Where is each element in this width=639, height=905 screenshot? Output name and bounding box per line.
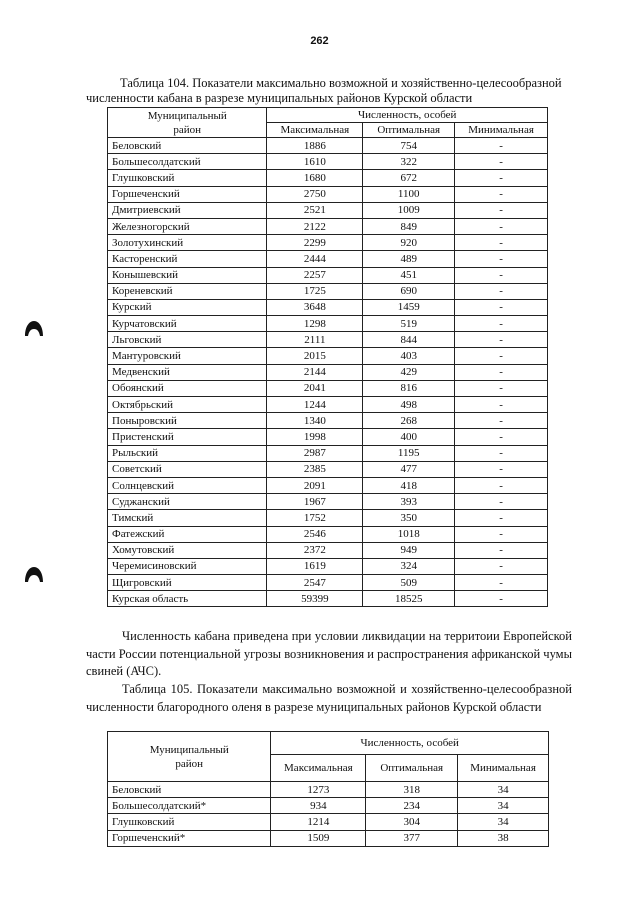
table-row bbox=[108, 154, 548, 170]
table-105-caption: Таблица 105. Показатели максимально возможной и хозяйственно-целесообразной численности благородного оленя в разрезе муниципальных районов Курской области bbox=[86, 682, 572, 714]
cell-max: 1998 bbox=[267, 429, 363, 445]
cell-opt: 304 bbox=[366, 814, 458, 830]
cell-max: 2372 bbox=[267, 542, 363, 558]
cell-district: Солнцевский bbox=[108, 477, 267, 493]
cell-opt: 350 bbox=[363, 510, 455, 526]
table-row bbox=[108, 814, 549, 830]
header-count: Численность, особей bbox=[271, 732, 549, 755]
cell-max: 3648 bbox=[267, 299, 363, 315]
cell-max: 2091 bbox=[267, 477, 363, 493]
table-row bbox=[108, 477, 548, 493]
cell-opt: 400 bbox=[363, 429, 455, 445]
table-row bbox=[108, 494, 548, 510]
cell-district: Большесолдатский bbox=[108, 154, 267, 170]
table-row bbox=[108, 251, 548, 267]
cell-min: 34 bbox=[458, 798, 549, 814]
cell-opt: 451 bbox=[363, 267, 455, 283]
table-104-caption bbox=[86, 76, 578, 106]
cell-opt: 318 bbox=[366, 782, 458, 798]
cell-district: Большесолдатский* bbox=[108, 798, 271, 814]
cell-district: Фатежский bbox=[108, 526, 267, 542]
table-row bbox=[108, 445, 548, 461]
table-row bbox=[108, 461, 548, 477]
cell-opt: 489 bbox=[363, 251, 455, 267]
cell-district: Касторенский bbox=[108, 251, 267, 267]
cell-opt: 509 bbox=[363, 575, 455, 591]
cell-opt: 322 bbox=[363, 154, 455, 170]
scan-artifact-mark bbox=[23, 319, 45, 337]
cell-opt: 498 bbox=[363, 397, 455, 413]
cell-max: 2111 bbox=[267, 332, 363, 348]
cell-min: - bbox=[455, 461, 548, 477]
table-row bbox=[108, 332, 548, 348]
cell-min: - bbox=[455, 526, 548, 542]
cell-district: Советский bbox=[108, 461, 267, 477]
cell-district: Щигровский bbox=[108, 575, 267, 591]
caption-line: Таблица 104. Показатели максимально возможной и хозяйственно-целесообразной bbox=[120, 76, 562, 90]
cell-opt: 1195 bbox=[363, 445, 455, 461]
cell-max: 59399 bbox=[267, 591, 363, 607]
cell-min: 34 bbox=[458, 814, 549, 830]
cell-min: - bbox=[455, 542, 548, 558]
cell-min: - bbox=[455, 591, 548, 607]
table-row bbox=[108, 830, 549, 846]
caption-line: численности кабана в разрезе муниципальных районов Курской области bbox=[86, 91, 473, 105]
cell-district: Курский bbox=[108, 299, 267, 315]
cell-min: - bbox=[455, 364, 548, 380]
cell-max: 1298 bbox=[267, 316, 363, 332]
cell-min: - bbox=[455, 380, 548, 396]
cell-max: 2546 bbox=[267, 526, 363, 542]
cell-max: 1619 bbox=[267, 558, 363, 574]
table-row bbox=[108, 348, 548, 364]
cell-district: Медвенский bbox=[108, 364, 267, 380]
cell-district: Конышевский bbox=[108, 267, 267, 283]
cell-district: Беловский bbox=[108, 138, 267, 154]
cell-district: Суджанский bbox=[108, 494, 267, 510]
cell-district: Мантуровский bbox=[108, 348, 267, 364]
table-row bbox=[108, 186, 548, 202]
cell-max: 2547 bbox=[267, 575, 363, 591]
cell-max: 2750 bbox=[267, 186, 363, 202]
cell-min: - bbox=[455, 348, 548, 364]
cell-max: 2444 bbox=[267, 251, 363, 267]
cell-district: Глушковский bbox=[108, 170, 267, 186]
cell-min: - bbox=[455, 235, 548, 251]
cell-district: Рыльский bbox=[108, 445, 267, 461]
cell-district: Обоянский bbox=[108, 380, 267, 396]
cell-min: - bbox=[455, 170, 548, 186]
header-min: Минимальная bbox=[455, 123, 548, 138]
cell-opt: 1009 bbox=[363, 202, 455, 218]
cell-opt: 477 bbox=[363, 461, 455, 477]
table-row bbox=[108, 316, 548, 332]
cell-max: 1214 bbox=[271, 814, 366, 830]
cell-min: - bbox=[455, 186, 548, 202]
cell-max: 2987 bbox=[267, 445, 363, 461]
cell-opt: 1018 bbox=[363, 526, 455, 542]
cell-min: 38 bbox=[458, 830, 549, 846]
cell-max: 2257 bbox=[267, 267, 363, 283]
cell-opt: 429 bbox=[363, 364, 455, 380]
cell-district: Октябрьский bbox=[108, 397, 267, 413]
cell-district: Горшеченский bbox=[108, 186, 267, 202]
cell-opt: 393 bbox=[363, 494, 455, 510]
cell-district: Золотухинский bbox=[108, 235, 267, 251]
cell-district: Пристенский bbox=[108, 429, 267, 445]
cell-max: 1610 bbox=[267, 154, 363, 170]
table-row bbox=[108, 798, 549, 814]
cell-min: - bbox=[455, 154, 548, 170]
cell-max: 1886 bbox=[267, 138, 363, 154]
cell-min: - bbox=[455, 138, 548, 154]
cell-min: - bbox=[455, 251, 548, 267]
cell-opt: 268 bbox=[363, 413, 455, 429]
cell-min: 34 bbox=[458, 782, 549, 798]
cell-min: - bbox=[455, 218, 548, 234]
table-row bbox=[108, 283, 548, 299]
cell-opt: 18525 bbox=[363, 591, 455, 607]
header-opt: Оптимальная bbox=[363, 123, 455, 138]
cell-district: Глушковский bbox=[108, 814, 271, 830]
table-row bbox=[108, 267, 548, 283]
page-number: 262 bbox=[310, 35, 329, 47]
scan-artifact-mark bbox=[23, 565, 45, 583]
cell-max: 1680 bbox=[267, 170, 363, 186]
cell-opt: 403 bbox=[363, 348, 455, 364]
table-row bbox=[108, 575, 548, 591]
table-104 bbox=[107, 107, 548, 607]
cell-max: 934 bbox=[271, 798, 366, 814]
header-count: Численность, особей bbox=[267, 108, 548, 123]
cell-max: 2122 bbox=[267, 218, 363, 234]
header-opt: Оптимальная bbox=[366, 755, 458, 782]
header-district: Муниципальный район bbox=[108, 732, 271, 782]
cell-min: - bbox=[455, 202, 548, 218]
cell-max: 2015 bbox=[267, 348, 363, 364]
cell-opt: 324 bbox=[363, 558, 455, 574]
cell-opt: 519 bbox=[363, 316, 455, 332]
cell-min: - bbox=[455, 283, 548, 299]
table-row bbox=[108, 397, 548, 413]
cell-district: Льговский bbox=[108, 332, 267, 348]
cell-opt: 849 bbox=[363, 218, 455, 234]
cell-min: - bbox=[455, 299, 548, 315]
table-row bbox=[108, 202, 548, 218]
table-row bbox=[108, 138, 548, 154]
header-max: Максимальная bbox=[267, 123, 363, 138]
cell-opt: 234 bbox=[366, 798, 458, 814]
cell-opt: 816 bbox=[363, 380, 455, 396]
table-row bbox=[108, 429, 548, 445]
cell-district: Курская область bbox=[108, 591, 267, 607]
cell-min: - bbox=[455, 397, 548, 413]
cell-min: - bbox=[455, 494, 548, 510]
table-row bbox=[108, 364, 548, 380]
cell-max: 2041 bbox=[267, 380, 363, 396]
table-row bbox=[108, 413, 548, 429]
cell-min: - bbox=[455, 316, 548, 332]
cell-district: Беловский bbox=[108, 782, 271, 798]
table-row bbox=[108, 235, 548, 251]
cell-district: Поныровский bbox=[108, 413, 267, 429]
table-row bbox=[108, 591, 548, 607]
cell-min: - bbox=[455, 429, 548, 445]
cell-max: 2299 bbox=[267, 235, 363, 251]
cell-district: Кореневский bbox=[108, 283, 267, 299]
cell-district: Железногорский bbox=[108, 218, 267, 234]
cell-max: 1340 bbox=[267, 413, 363, 429]
cell-opt: 377 bbox=[366, 830, 458, 846]
cell-min: - bbox=[455, 477, 548, 493]
cell-min: - bbox=[455, 413, 548, 429]
cell-min: - bbox=[455, 558, 548, 574]
cell-opt: 1100 bbox=[363, 186, 455, 202]
cell-district: Тимский bbox=[108, 510, 267, 526]
table-row bbox=[108, 170, 548, 186]
table-row bbox=[108, 510, 548, 526]
table-row bbox=[108, 218, 548, 234]
cell-max: 2521 bbox=[267, 202, 363, 218]
cell-district: Курчатовский bbox=[108, 316, 267, 332]
table-row bbox=[108, 542, 548, 558]
cell-district: Черемисиновский bbox=[108, 558, 267, 574]
cell-opt: 1459 bbox=[363, 299, 455, 315]
cell-max: 2385 bbox=[267, 461, 363, 477]
table-row bbox=[108, 299, 548, 315]
cell-opt: 949 bbox=[363, 542, 455, 558]
cell-min: - bbox=[455, 445, 548, 461]
cell-opt: 844 bbox=[363, 332, 455, 348]
cell-district: Хомутовский bbox=[108, 542, 267, 558]
cell-min: - bbox=[455, 332, 548, 348]
header-min: Минимальная bbox=[458, 755, 549, 782]
header-district: Муниципальный район bbox=[108, 108, 267, 138]
cell-min: - bbox=[455, 575, 548, 591]
cell-district: Дмитриевский bbox=[108, 202, 267, 218]
cell-opt: 754 bbox=[363, 138, 455, 154]
cell-opt: 690 bbox=[363, 283, 455, 299]
cell-max: 1273 bbox=[271, 782, 366, 798]
table-row bbox=[108, 526, 548, 542]
table-105 bbox=[107, 731, 549, 847]
cell-max: 2144 bbox=[267, 364, 363, 380]
cell-min: - bbox=[455, 510, 548, 526]
paragraph-asf-note: Численность кабана приведена при условии ликвидации на территоии Европейской части России потенциальной угрозы возникновения и распространения африканской чумы свиней (АЧС). bbox=[86, 629, 572, 678]
cell-opt: 418 bbox=[363, 477, 455, 493]
table-row bbox=[108, 558, 548, 574]
cell-max: 1509 bbox=[271, 830, 366, 846]
cell-max: 1967 bbox=[267, 494, 363, 510]
cell-max: 1244 bbox=[267, 397, 363, 413]
table-row bbox=[108, 782, 549, 798]
table-row bbox=[108, 380, 548, 396]
header-max: Максимальная bbox=[271, 755, 366, 782]
cell-max: 1725 bbox=[267, 283, 363, 299]
cell-min: - bbox=[455, 267, 548, 283]
cell-opt: 672 bbox=[363, 170, 455, 186]
cell-opt: 920 bbox=[363, 235, 455, 251]
cell-max: 1752 bbox=[267, 510, 363, 526]
cell-district: Горшеченский* bbox=[108, 830, 271, 846]
